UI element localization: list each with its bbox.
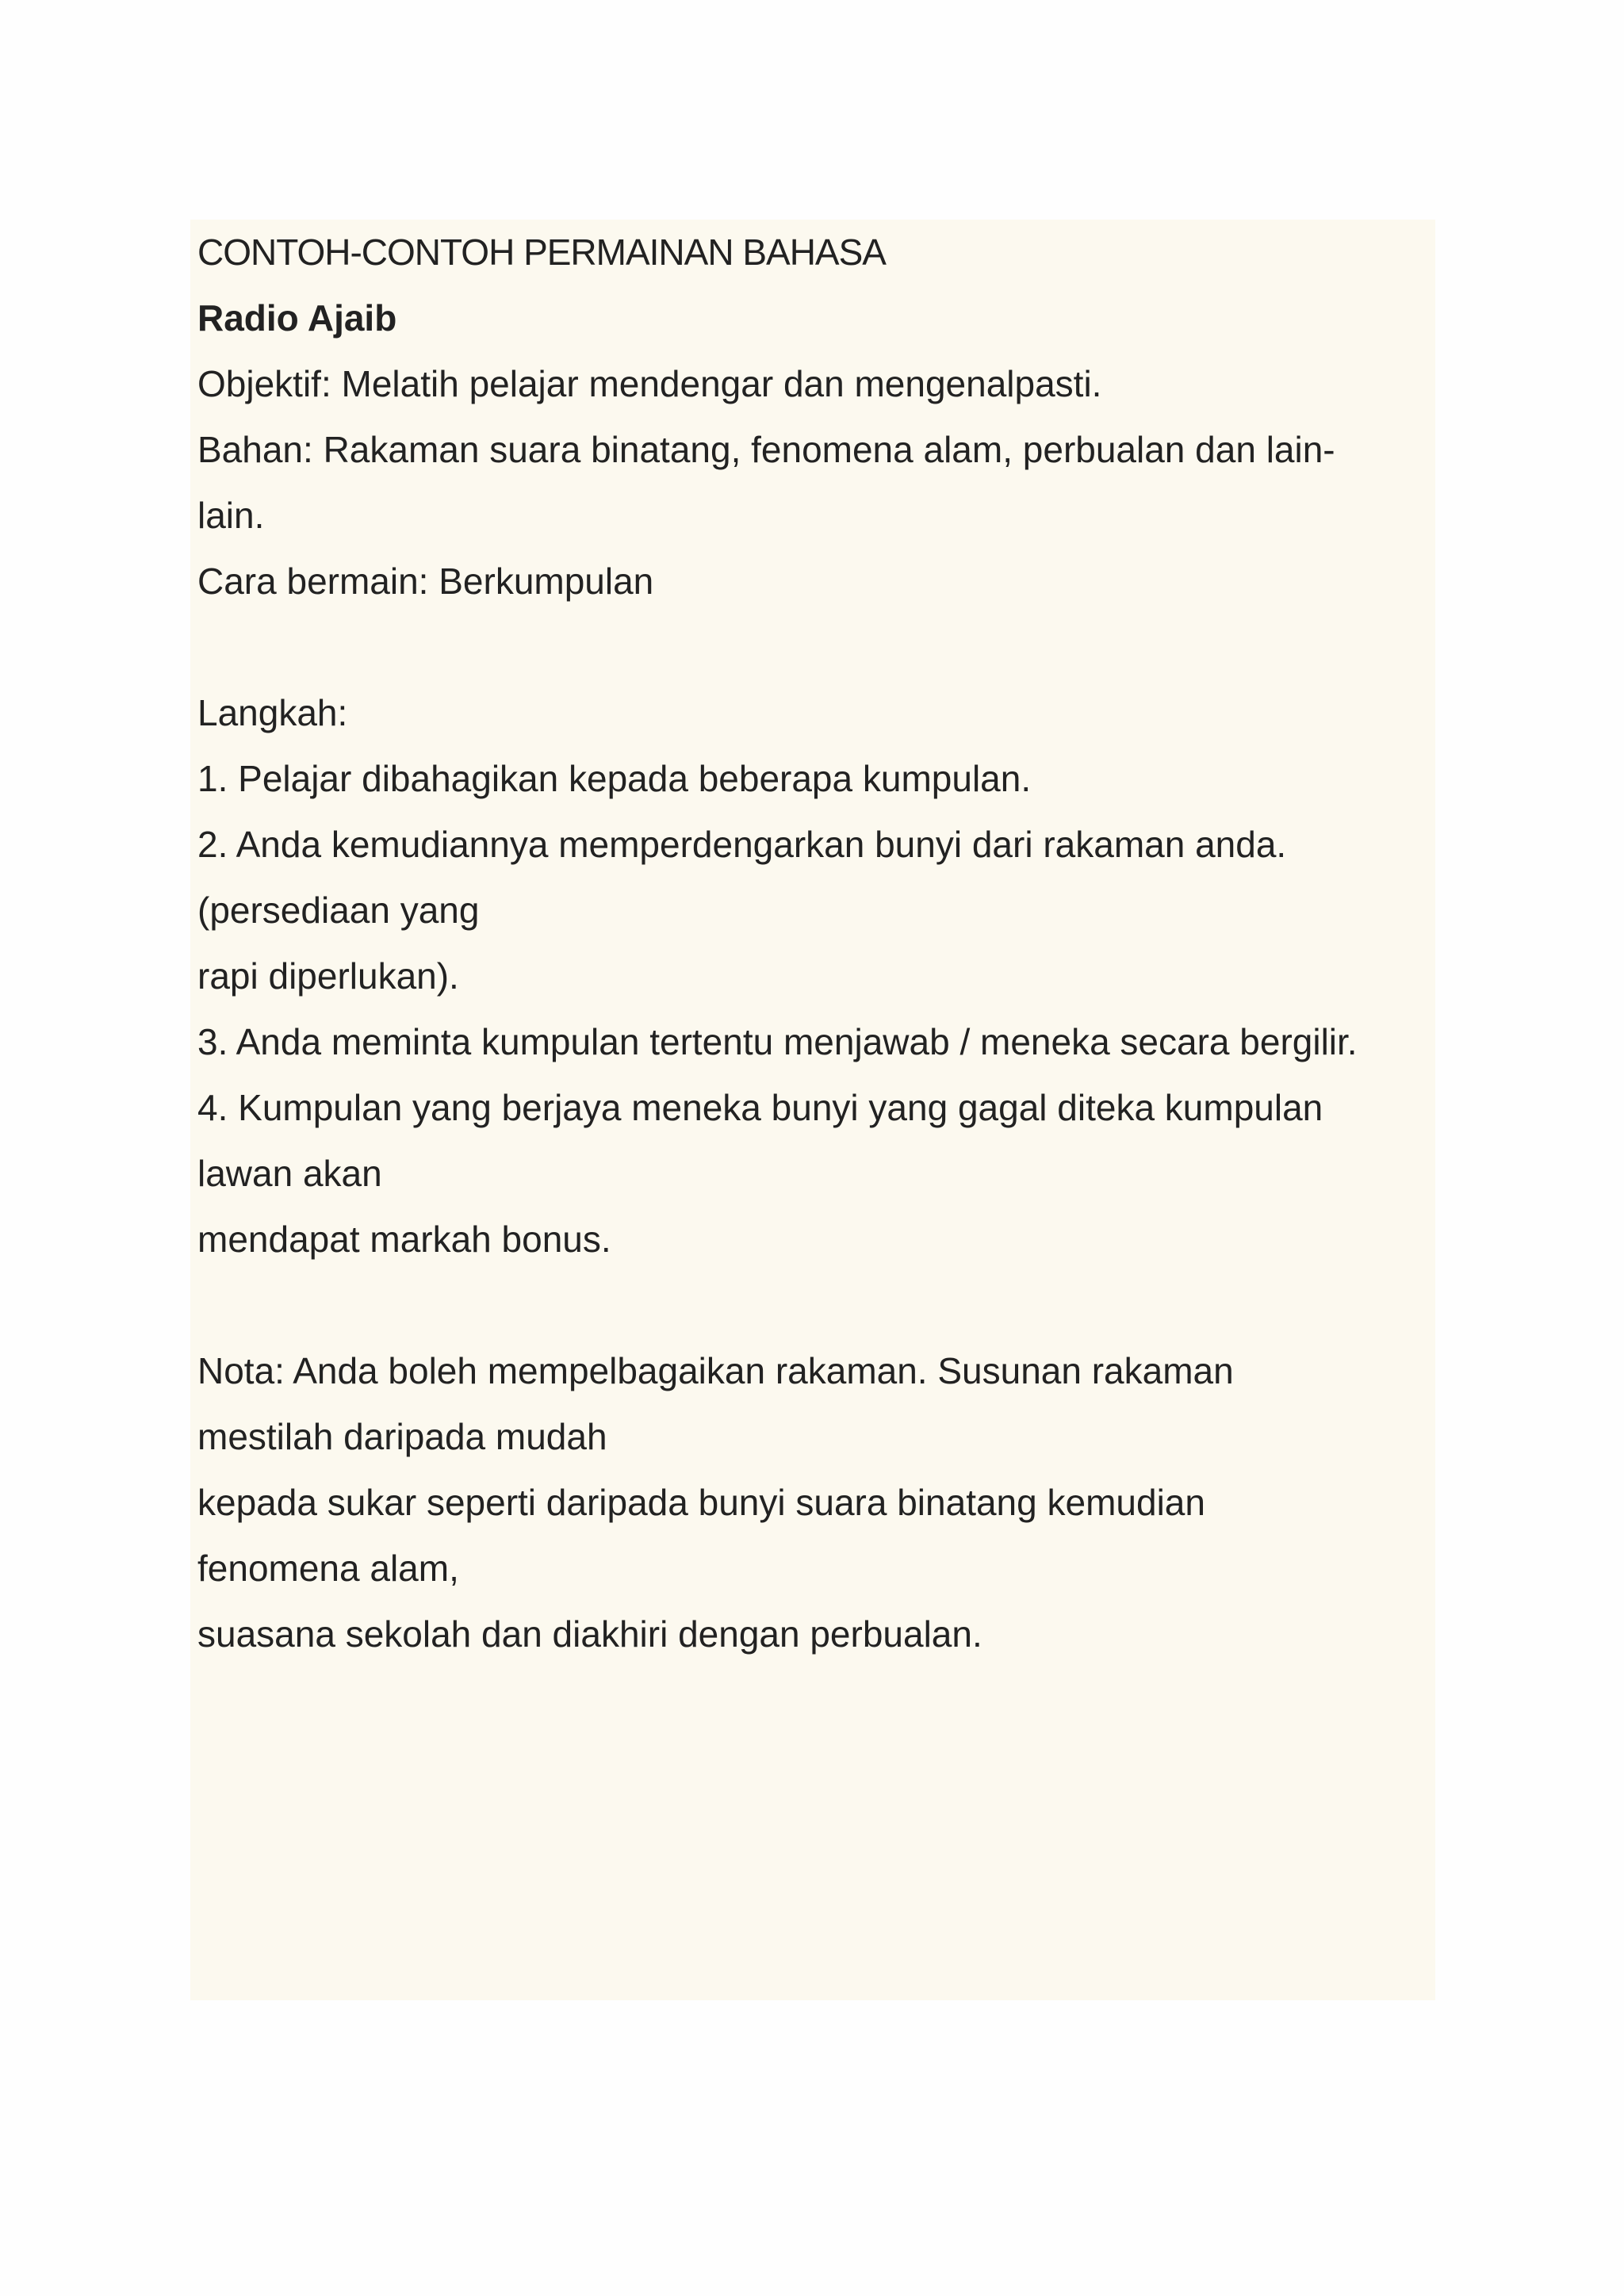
step-line: rapi diperlukan).	[197, 955, 459, 997]
materials-text-line-1: Bahan: Rakaman suara binatang, fenomena alam, perbualan dan lain-	[197, 429, 1335, 470]
step-line: 2. Anda kemudiannya memperdengarkan bunyi dari rakaman anda.	[197, 824, 1287, 865]
step-line: (persediaan yang	[197, 890, 480, 931]
step-line: lawan akan	[197, 1153, 382, 1194]
objective-text: Objektif: Melatih pelajar mendengar dan mengenalpasti.	[197, 363, 1102, 404]
step-line: 4. Kumpulan yang berjaya meneka bunyi yang gagal diteka kumpulan	[197, 1087, 1323, 1128]
note-line: kepada sukar seperti daripada bunyi suara binatang kemudian	[197, 1482, 1205, 1523]
blank-line	[197, 614, 1431, 680]
note-line: mestilah daripada mudah	[197, 1416, 607, 1457]
step-line: mendapat markah bonus.	[197, 1219, 611, 1260]
steps-label: Langkah:	[197, 692, 348, 733]
document-content	[197, 220, 1431, 1667]
blank-line	[197, 1272, 1431, 1338]
note-line: Nota: Anda boleh mempelbagaikan rakaman. Susunan rakaman	[197, 1350, 1234, 1391]
materials-text-line-2: lain.	[197, 495, 265, 536]
note-line: suasana sekolah dan diakhiri dengan perbualan.	[197, 1613, 982, 1655]
document-heading: CONTOH-CONTOH PERMAINAN BAHASA	[197, 232, 886, 273]
note-line: fenomena alam,	[197, 1548, 459, 1589]
game-title: Radio Ajaib	[197, 297, 397, 339]
step-line: 3. Anda meminta kumpulan tertentu menjawab / meneka secara bergilir.	[197, 1021, 1358, 1062]
step-line: 1. Pelajar dibahagikan kepada beberapa kumpulan.	[197, 758, 1032, 799]
play-mode-text: Cara bermain: Berkumpulan	[197, 561, 654, 602]
